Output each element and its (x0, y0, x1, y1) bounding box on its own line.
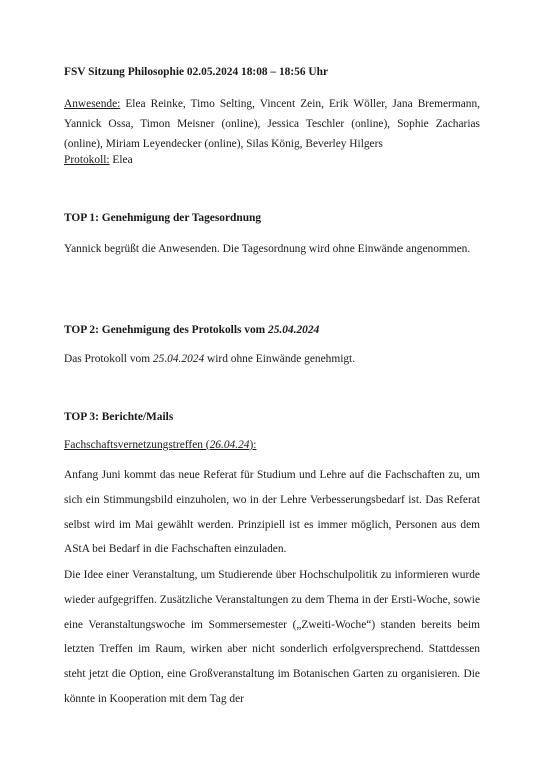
protocol-label: Protokoll: (64, 154, 110, 166)
attendance-paragraph (64, 94, 480, 155)
top3-heading: TOP 3: Berichte/Mails (64, 411, 174, 423)
top2-body-start: Das Protokoll vom (64, 353, 153, 365)
top3-subheading-text: Fachschaftsvernetzungstreffen ( (64, 439, 210, 451)
top2-heading-date: 25.04.2024 (268, 324, 320, 336)
protocol-line (64, 154, 480, 166)
attendance-list: Elea Reinke, Timo Selting, Vincent Zein, Erik Wöller, Jana Bremermann, Yannick Ossa, Timon Meisner (online), Jessica Teschler (online), Sophie Zacharias (online), Miriam Leyendecker (online), Silas König, Beverley Hilgers (64, 98, 480, 151)
top2-body (64, 353, 480, 365)
top1-body: Yannick begrüßt die Anwesenden. Die Tagesordnung wird ohne Einwände angenommen. (64, 243, 471, 255)
top3-subheading-end: ): (249, 439, 257, 451)
attendance-label: Anwesende: (64, 98, 121, 110)
top3-subheading-date: 26.04.24 (209, 439, 250, 451)
meeting-title: FSV Sitzung Philosophie 02.05.2024 18:08 – 18:56 Uhr (64, 66, 329, 78)
top2-heading-text: TOP 2: Genehmigung des Protokolls vom (64, 324, 268, 336)
protocol-writer: Elea (109, 154, 133, 166)
top3-subheading (64, 439, 480, 451)
top3-paragraph-1: Anfang Juni kommt das neue Referat für Studium und Lehre auf die Fachschaften zu, um sich ein Stimmungsbild einzuholen, wo in der Lehre Verbesserungsbedarf ist. Das Referat selbst wird im Mai gewählt werden. Prinzipiell ist es immer möglich, Personen aus dem AStA bei Bedarf in die Fachschaften einzuladen. (64, 469, 480, 556)
top2-body-end: wird ohne Einwände genehmigt. (204, 353, 356, 365)
top2-body-date: 25.04.2024 (152, 353, 205, 365)
top2-heading (64, 324, 480, 336)
top1-heading: TOP 1: Genehmigung der Tagesordnung (64, 212, 262, 224)
top3-paragraph-2: Die Idee einer Veranstaltung, um Studierende über Hochschulpolitik zu informieren wurde wieder aufgegriffen. Zusätzliche Veranstaltungen zu dem Thema in der Ersti-Woche, sowie eine Veranstaltungswoche im Sommersemester („Zweiti-Woche“) standen bereits beim letzten Treffen im Raum, wirken aber nicht sonderlich erfolgversprechend. Stattdessen steht jetzt die Option, eine Großveranstaltung im Botanischen Garten zu organisieren. Die könnte in Kooperation mit dem Tag der (64, 569, 480, 705)
